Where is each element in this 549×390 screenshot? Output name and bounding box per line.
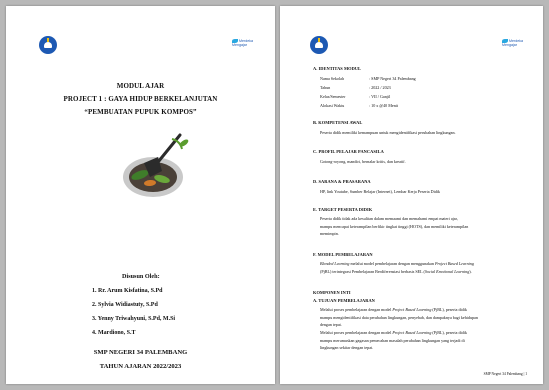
school-name: SMP NEGERI 34 PALEMBANG — [93, 349, 188, 356]
merdeka-mengajar-logo: Merdeka Mengajar — [502, 39, 523, 47]
compost-shovel-illustration — [110, 131, 196, 199]
merdeka-mengajar-logo: Merdeka Mengajar — [232, 39, 253, 47]
content-page — [280, 6, 543, 384]
model-text: Blended Learning melalui model pembelajaran dengan menggunakan Project Based Learning (PjBL) terintegrasi Pembelajaran Berdiferensiasi berbasis SEL (Social Emotional Learning). — [320, 261, 474, 274]
kompetensi-text: Peserta didik memiliki kemampuan untuk mengidentifikasi perubahan lingkungan. — [320, 130, 456, 135]
authors-label: Disusun Oleh: — [122, 273, 160, 280]
cover-title-kompos: “PEMBUATAN PUPUK KOMPOS” — [84, 108, 197, 116]
section-kompetensi-title: B. KOMPETENSI AWAL — [313, 120, 363, 125]
author-item: 4. Mardiono, S.T — [92, 330, 136, 336]
author-item: 2. Sylvia Widiastuty, S.Pd — [92, 302, 158, 308]
tut-wuri-handayani-logo-icon — [39, 36, 57, 54]
academic-year: TAHUN AJARAN 2022/2023 — [99, 363, 182, 370]
tut-wuri-handayani-logo-icon — [310, 36, 328, 54]
cover-title-project: PROJECT 1 : GAYA HIDUP BERKELANJUTAN — [63, 95, 218, 103]
section-identitas-title: A. IDENTITAS MODUL — [313, 66, 362, 71]
section-model-title: F. MODEL PEMBELAJARAN — [313, 252, 373, 257]
cover-title-modul: MODUL AJAR — [116, 82, 165, 90]
target-text: Peserta didik tidak ada kesulitan dalam memaami dan memahami empat materi ajar, mampu mencapai keterampilan berfikir tingkat tinggi (HOTS), dan memiliki keterampilan memimpin. — [320, 216, 469, 237]
identitas-row: Alokasi Waktu : 10 x @40 Menit — [320, 103, 399, 108]
tujuan-paragraph-1: Melalui proses pembelajaran dengan model Project Based Learning (PjBL), peserta didik mampu mengidentifikasi data perubahan lingkungan, penyebab, dan dampaknya bagi kehidupan dengan tepat. — [320, 307, 478, 328]
identitas-row: Tahun : 2022 / 2023 — [320, 85, 391, 90]
section-tujuan-title: A. TUJUAN PEMBELAJARAN — [313, 298, 375, 303]
profil-text: Gotong-royong, mandiri, bernalar kritis, dan kreatif. — [320, 159, 406, 164]
author-item: 3. Yenny Triwahyuni, S.Pd, M.Si — [92, 316, 176, 322]
page-footer: SMP Negeri 34 Palembang | 1 — [483, 372, 527, 376]
section-sarana-title: D. SARANA & PRASARANA — [313, 179, 371, 184]
identitas-row: Nama Sekolah : SMP Negeri 34 Palembang — [320, 76, 416, 81]
sarana-text: HP, link Youtube, Sumber Belajar (Internet), Lembar Kerja Peserta Didik — [320, 189, 440, 194]
section-profil-title: C. PROFIL PELAJAR PANCASILA — [313, 149, 384, 154]
section-target-title: E. TARGET PESERTA DIDIK — [313, 207, 373, 212]
author-item: 1. Rr. Arum Kisfatina, S.Pd — [92, 288, 163, 294]
identitas-row: Kelas/Semester : VII / Ganjil — [320, 94, 391, 99]
tujuan-paragraph-2: Melalui proses pembelajaran dengan model Project Based Learning (PjBL), peserta didik mampu merumuskan gagasan pemecahan masalah perubahan lingkungan yang terjadi di lingkungan sekitar dengan tepat. — [320, 330, 467, 351]
cover-page — [6, 6, 275, 384]
komponen-inti-title: KOMPONEN INTI — [313, 290, 351, 295]
